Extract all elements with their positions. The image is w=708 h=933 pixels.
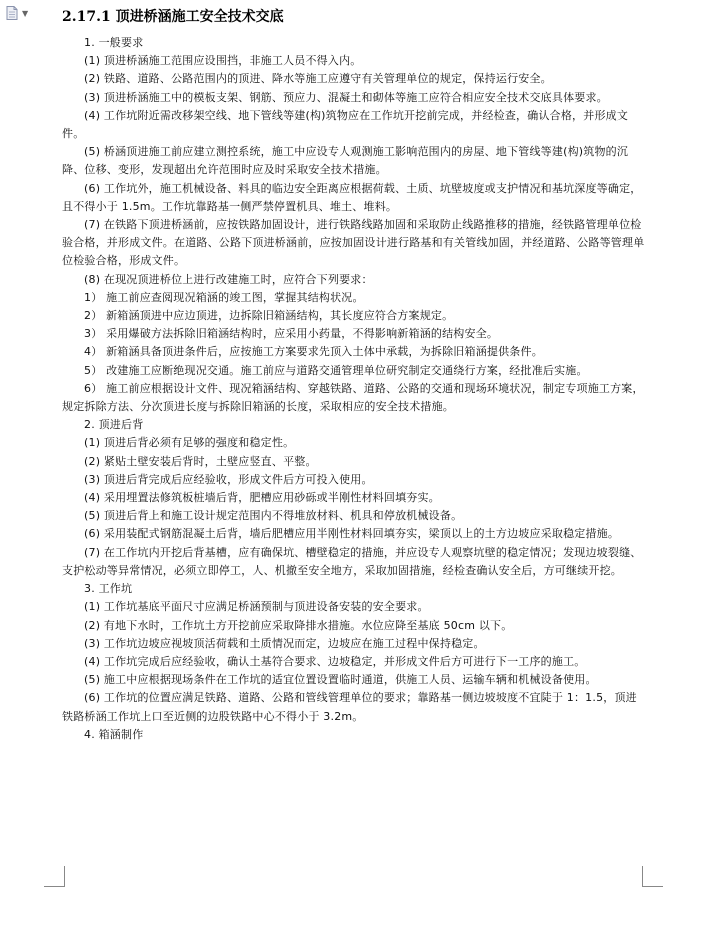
document-gutter: [0, 0, 40, 30]
paragraph: 2） 新箱涵顶进中应边顶进，边拆除旧箱涵结构，其长度应符合方案规定。: [84, 309, 454, 323]
paragraph: (6) 工作坑的位置应满足铁路、道路、公路和管线管理单位的要求；靠路基一侧边坡坡度不宜陡于 1：1.5，顶进铁路桥涵工作坑上口至近侧的边股铁路中心不得小于 3.2m。: [62, 691, 637, 723]
paragraph: (4) 工作坑完成后应经验收，确认土基符合要求、边坡稳定，并形成文件后方可进行下一工序的施工。: [84, 654, 586, 668]
paragraph: (3) 工作坑边坡应视坡顶活荷载和土质情况而定，边坡应在施工过程中保持稳定。: [84, 636, 485, 650]
paragraph: (2) 铁路、道路、公路范围内的顶进、降水等施工应遵守有关管理单位的规定，保持运行安全。: [84, 72, 552, 86]
section-heading: 2.17.1 顶进桥涵施工安全技术交底: [62, 9, 284, 25]
paragraph: (6) 工作坑外，施工机械设备、料具的临边安全距离应根据荷载、土质、坑壁坡度或支护情况和基坑深度等确定，且不得小于 1.5m。工作坑靠路基一侧严禁停置机具、堆土、堆料。: [62, 181, 642, 213]
paragraph: (5) 桥涵顶进施工前应建立测控系统，施工中应设专人观测施工影响范围内的房屋、地下管线等建(构)筑物的沉降、位移、变形，发现超出允许范围时应及时采取安全技术措施。: [62, 145, 629, 177]
crop-mark-bottom-left: [44, 866, 65, 887]
collapse-caret-icon[interactable]: ▼: [22, 9, 29, 18]
paragraph: 1） 施工前应查阅现况箱涵的竣工图，掌握其结构状况。: [84, 290, 364, 304]
document-page: [62, 6, 646, 744]
paragraph: (6) 采用装配式钢筋混凝土后背，墙后肥槽应用半刚性材料回填夯实，梁顶以上的土方边坡应采取稳定措施。: [84, 527, 620, 541]
paragraph: (7) 在工作坑内开挖后背基槽，应有确保坑、槽壁稳定的措施，并应设专人观察坑壁的稳定情况；发现边坡裂缝、支护松动等异常情况，必须立即停工，人、机撤至安全地方，采取加固措施，经检查确认安全后，方可继续开挖。: [62, 545, 642, 577]
paragraph: (8) 在现况顶进桥位上进行改建施工时，应符合下列要求：: [84, 272, 373, 286]
paragraph: (3) 顶进后背完成后应经验收，形成文件后方可投入使用。: [84, 472, 373, 486]
paragraph: (7) 在铁路下顶进桥涵前，应按铁路加固设计，进行铁路线路加固和采取防止线路推移的措施，经铁路管理单位检验合格，并形成文件。在道路、公路下顶进桥涵前，应按加固设计进行路基和有关管线加固，并经道路、公路等管理单位检验合格，形成文件。: [62, 218, 645, 268]
paragraph: (2) 紧贴土壁安装后背时，土壁应竖直、平整。: [84, 454, 317, 468]
paragraph: 4） 新箱涵具备顶进条件后，应按施工方案要求先顶入土体中承载，为拆除旧箱涵提供条件。: [84, 345, 543, 359]
paragraph: (4) 工作坑附近需改移架空线、地下管线等建(构)筑物应在工作坑开挖前完成，并经检查，确认合格，并形成文件。: [62, 108, 629, 141]
paragraph: (1) 顶进后背必须有足够的强度和稳定性。: [84, 436, 295, 450]
paragraph: (5) 顶进后背上和施工设计规定范围内不得堆放材料、机具和停放机械设备。: [84, 509, 463, 523]
document-body: [62, 34, 646, 744]
paragraph: (2) 有地下水时，工作坑土方开挖前应采取降排水措施。水位应降至基底 50cm 以下。: [84, 618, 513, 632]
paragraph: 5） 改建施工应断绝现况交通。施工前应与道路交通管理单位研究制定交通绕行方案，经批准后实施。: [84, 363, 588, 377]
paragraph: (5) 施工中应根据现场条件在工作坑的适宜位置设置临时通道，供施工人员、运输车辆和机械设备使用。: [84, 673, 597, 687]
paragraph: (3) 顶进桥涵施工中的模板支架、钢筋、预应力、混凝土和砌体等施工应符合相应安全技术交底具体要求。: [84, 90, 608, 104]
paragraph: (1) 工作坑基底平面尺寸应满足桥涵预制与顶进设备安装的安全要求。: [84, 600, 429, 614]
paragraph: (4) 采用埋置法修筑板桩墙后背，肥槽应用砂砾或半刚性材料回填夯实。: [84, 491, 440, 505]
document-icon: [6, 6, 18, 20]
paragraph: 2. 顶进后背: [84, 418, 144, 432]
paragraph: 6） 施工前应根据设计文件、现况箱涵结构、穿越铁路、道路、公路的交通和现场环境状况，制定专项施工方案，规定拆除方法、分次顶进长度与拆除旧箱涵的长度，采取相应的安全技术措施。: [62, 381, 644, 414]
paragraph: 3） 采用爆破方法拆除旧箱涵结构时，应采用小药量，不得影响新箱涵的结构安全。: [84, 327, 499, 341]
paragraph: 3. 工作坑: [84, 582, 133, 596]
paragraph: 1. 一般要求: [84, 36, 144, 49]
paragraph: 4. 箱涵制作: [84, 727, 144, 741]
crop-mark-bottom-right: [642, 866, 663, 887]
paragraph: (1) 顶进桥涵施工范围应设围挡，非施工人员不得入内。: [84, 54, 362, 68]
